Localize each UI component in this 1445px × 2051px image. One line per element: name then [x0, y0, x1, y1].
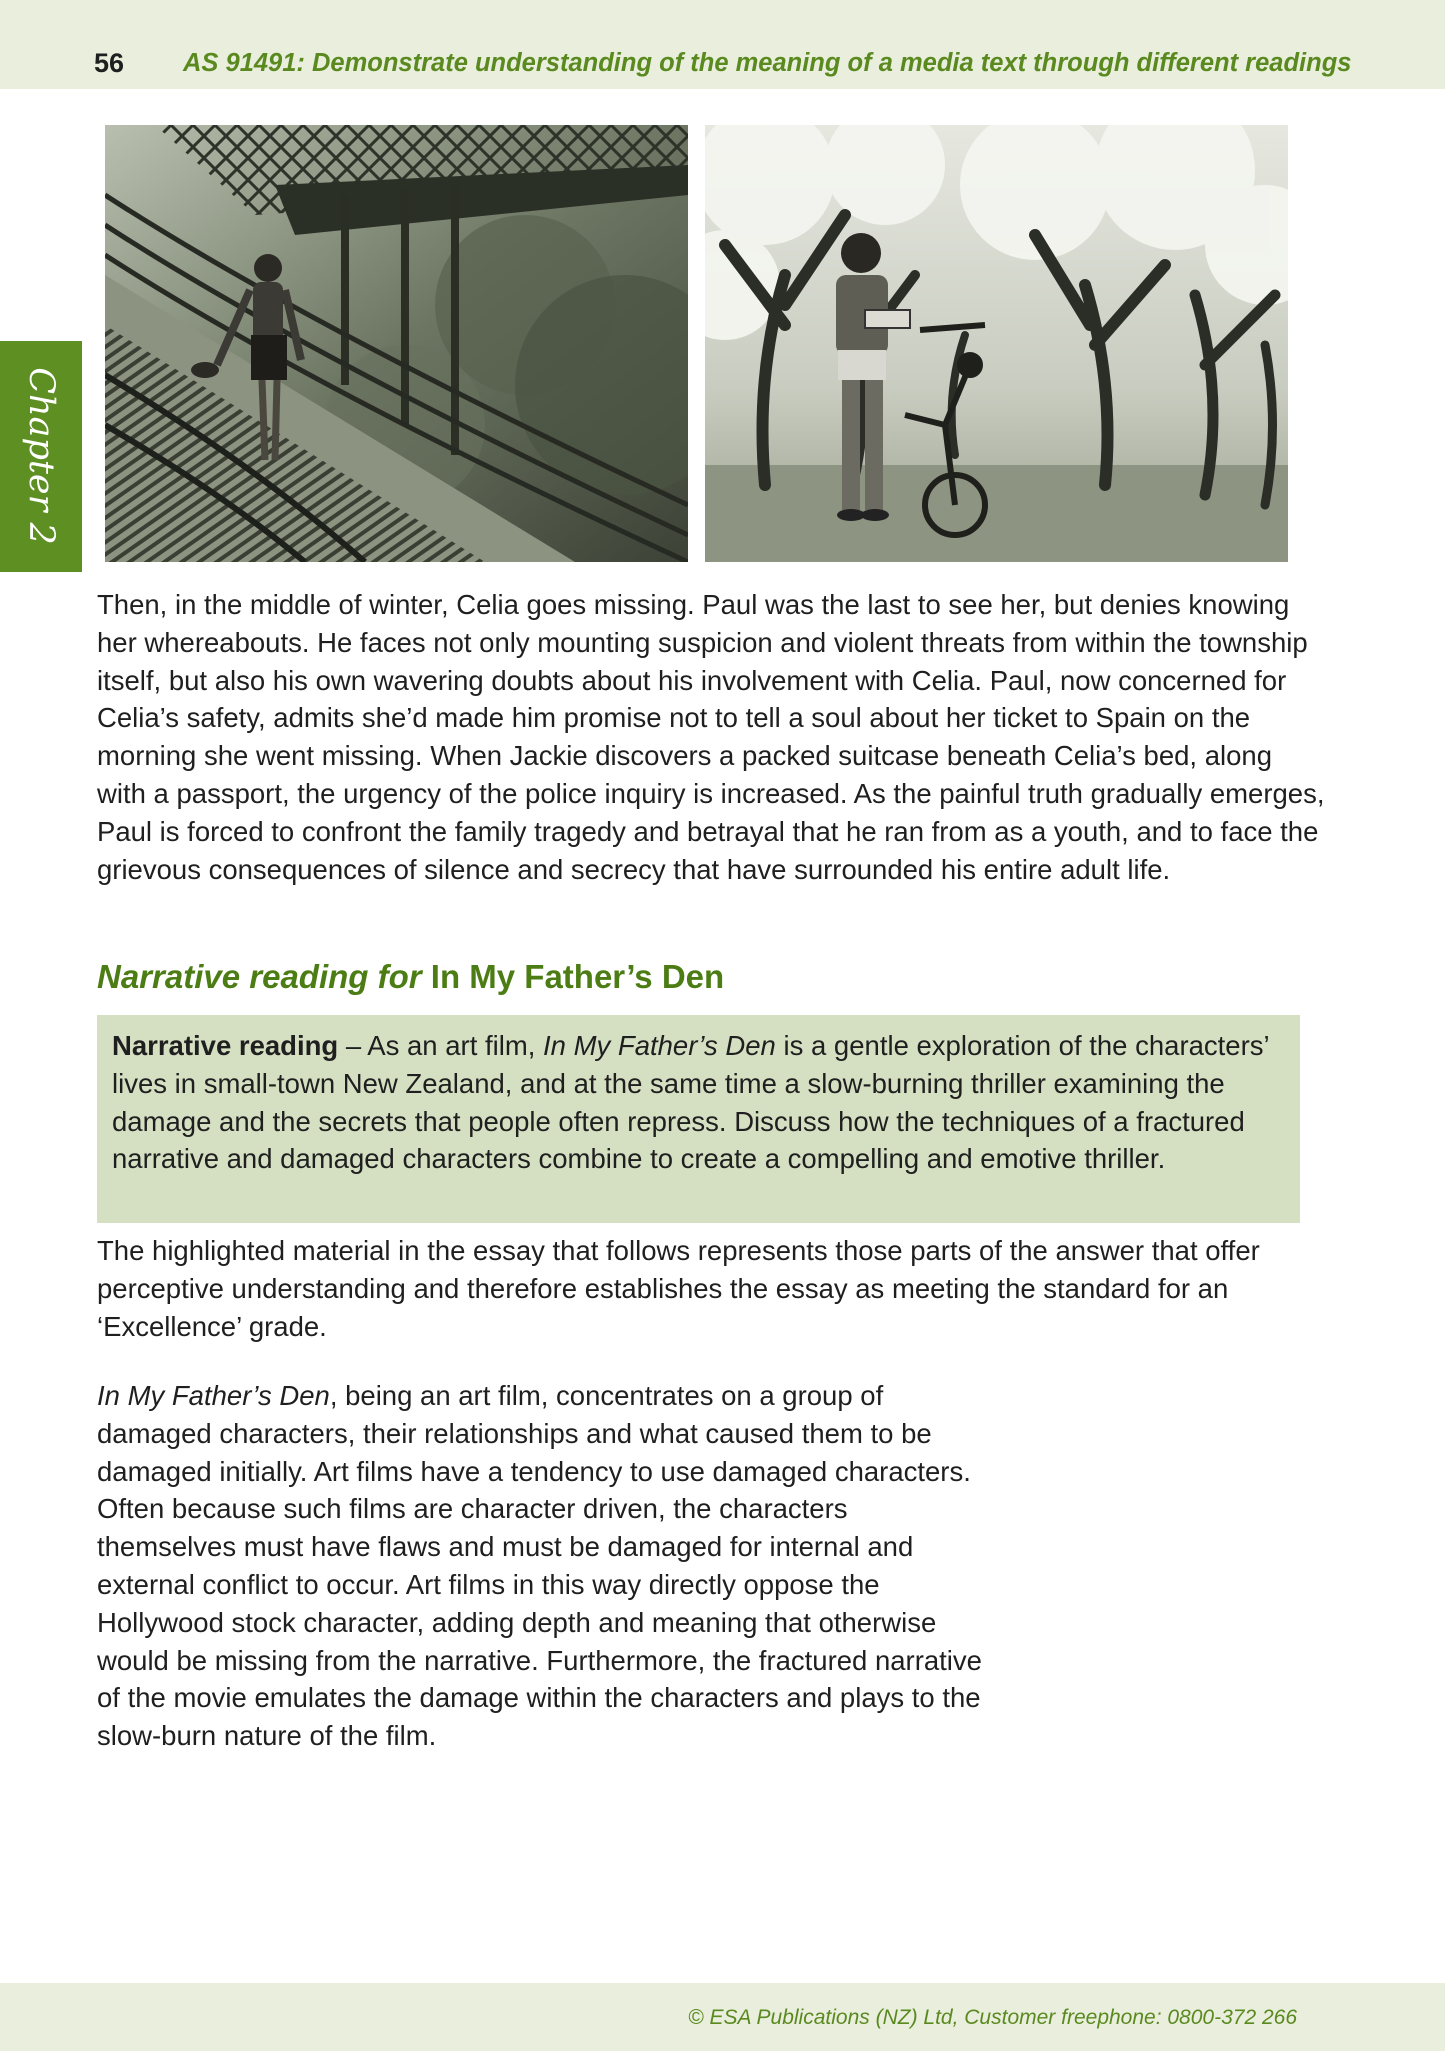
task-box: [97, 1015, 1300, 1223]
section-heading-prefix: Narrative reading for: [97, 958, 422, 995]
page-number: 56: [94, 48, 125, 78]
synopsis-paragraph: Then, in the middle of winter, Celia goes missing. Paul was the last to see her, but denies knowing her whereabouts. He faces not only mounting suspicion and violent threats from within the township itself, but also his own wavering doubts about his involvement with Celia. Paul, now concerned for Celia’s safety, admits she’d made him promise not to tell a soul about her ticket to Spain on the morning she went missing. When Jackie discovers a packed suitcase beneath Celia’s bed, along with a passport, the urgency of the police inquiry is increased. As the painful truth gradually emerges, Paul is forced to confront the family tragedy and betrayal that he ran from as a youth, and to face the grievous consequences of silence and secrecy that have surrounded his entire adult life.: [97, 589, 1325, 885]
bridge-photo: [105, 125, 688, 562]
essay-film-title: In My Father’s Den: [97, 1380, 330, 1411]
task-label: Narrative reading: [112, 1030, 339, 1061]
task-film-title: In My Father’s Den: [543, 1030, 776, 1061]
task-text-part-1: – As an art film,: [338, 1030, 544, 1061]
chapter-tab: [0, 341, 82, 572]
section-heading-title: In My Father’s Den: [430, 958, 725, 995]
essay-paragraph: [97, 1377, 987, 1755]
running-head: AS 91491: Demonstrate understanding of the meaning of a media text through different readings: [183, 49, 1352, 77]
chapter-tab-label: Chapter 2: [21, 367, 61, 545]
task-text-part-2: is a gentle exploration of the characters’ lives in small-town New Zealand, and at the same time a slow-burning thriller examining the damage and the secrets that people often repress. Discuss how the techniques of a fractured narrative and damaged characters combine to create a compelling and emotive thriller.: [112, 1030, 1269, 1175]
essay-text: , being an art film, concentrates on a group of damaged characters, their relationships and what caused them to be damaged initially. Art films have a tendency to use damaged characters. Often because such films are character driven, the characters themselves must have flaws and must be damaged for internal and external conflict to occur. Art films in this way directly oppose the Hollywood stock character, adding depth and meaning that otherwise would be missing from the narrative. Furthermore, the fractured narrative of the movie emulates the damage within the characters and plays to the slow-burn nature of the film.: [97, 1380, 982, 1752]
orchard-photo: [705, 125, 1288, 562]
task-text: [112, 1027, 1292, 1178]
section-heading: [97, 958, 724, 996]
footer-copyright: © ESA Publications (NZ) Ltd, Customer freephone: 0800-372 266: [688, 2006, 1297, 2029]
intro-paragraph: The highlighted material in the essay that follows represents those parts of the answer that offer perceptive understanding and therefore establishes the essay as meeting the standard for an ‘Excellence’ grade.: [97, 1235, 1260, 1342]
